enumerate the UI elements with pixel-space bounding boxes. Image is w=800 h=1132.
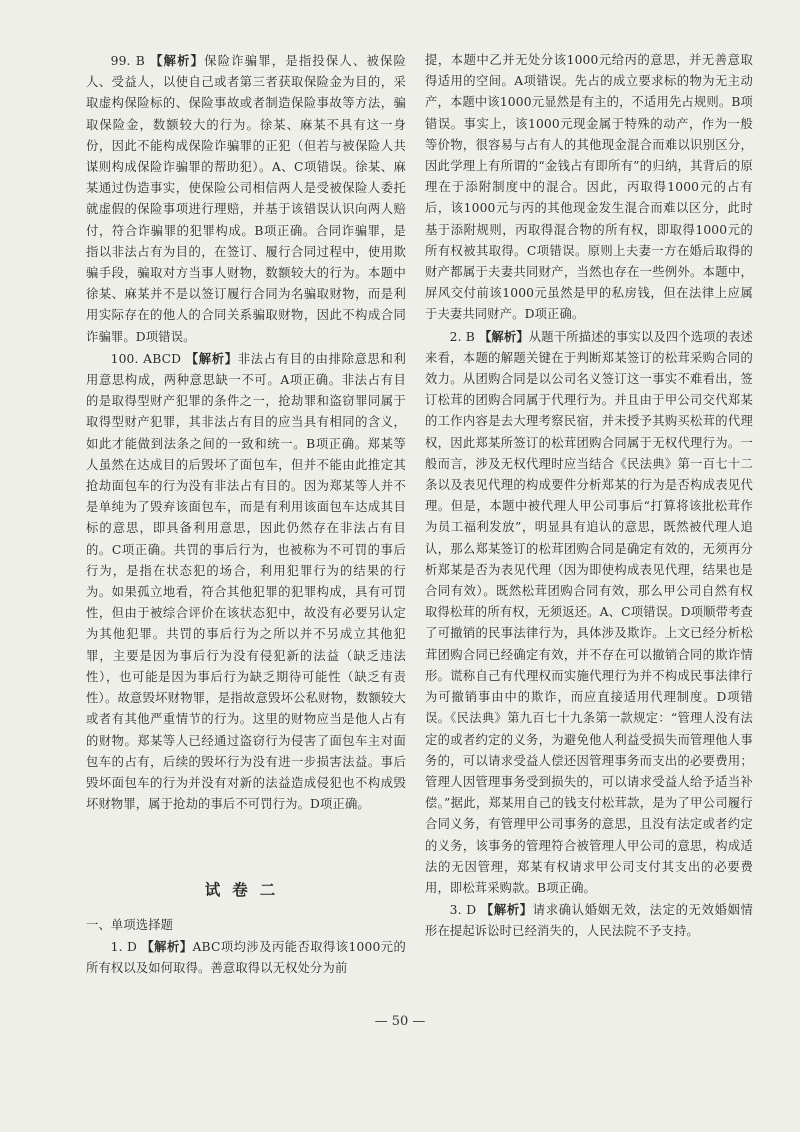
answer-1	[86, 936, 406, 979]
answer-2	[425, 326, 753, 899]
page-number: — 50 —	[374, 1014, 426, 1029]
analysis-tag: 【解析】	[141, 938, 193, 954]
answer-100-body: 非法占有目的由排除意思和利用意思构成，两种意思缺一不可。A项正确。非法占有目的是取得型财产犯罪的条件之一，抢劫罪和盗窃罪同属于取得型财产犯罪，其非法占有目的应当具有相同的含义，如此才能做到法条之间的一致和统一。B项正确。郑某等人虽然在达成目的后毁坏了面包车，但并不能由此推定其抢劫面包车的行为没有非法占有目的。因为郑某等人并不是单纯为了毁弃该面包车，而是有利用该面包车达成其目标的意思，即具备利用意思，因此仍然存在非法占有目的。C项正确。共罚的事后行为，也被称为不可罚的事后行为，是指在状态犯的场合，利用犯罪行为的结果的行为。如果孤立地看，符合其他犯罪的犯罪构成，具有可罚性，但由于被综合评价在该状态犯中，故没有必要另认定为其他犯罪。共罚的事后行为之所以并不另成立其他犯罪，主要是因为事后行为没有侵犯新的法益（缺乏违法性），也可能是因为事后行为缺乏期待可能性（缺乏有责性）。故意毁坏财物罪，是指故意毁坏公私财物，数额较大或者有其他严重情节的行为。这里的财物应当是他人占有的财物。郑某等人已经通过盗窃行为侵害了面包车主对面包车的占有，后续的毁坏行为没有进一步损害法益。事后毁坏面包车的行为并没有对新的法益造成侵犯也不构成毁坏财物罪，属于抢劫的事后不可罚行为。D项正确。	[86, 351, 406, 812]
answer-100-head: 100. ABCD	[110, 351, 186, 366]
answer-1-continued: 提，本题中乙并无处分该1000元给丙的意思，并无善意取得适用的空间。A项错误。先占的成立要求标的物为无主动产，本题中该1000元显然是有主的，不适用先占规则。B项错误。事实上，该1000元现金属于特殊的动产，作为一般等价物，很容易与占有人的其他现金混合而难以识别区分，因此学理上有所谓的“金钱占有即所有”的归纳，其背后的原理在于添附制度中的混合。因此，丙取得1000元的占有后，该1000元与丙的其他现金发生混合而难以区分，此时基于添附规则，丙取得混合物的所有权，即取得1000元的所有权被其取得。C项错误。原则上夫妻一方在婚后取得的财产都属于夫妻共同财产，当然也存在一些例外。本题中，屏风交付前该1000元虽然是甲的私房钱，但在法律上应属于夫妻共同财产。D项正确。	[425, 53, 753, 322]
answer-99-body: 保险诈骗罪，是指投保人、被保险人、受益人，以使自己或者第三者获取保险金为目的，采取虚构保险标的、保险事故或者制造保险事故等方法，骗取保险金，数额较大的行为。徐某、麻某不具有这一身份，因此不能构成保险诈骗罪的正犯（但若与被保险人共谋则构成保险诈骗罪的帮助犯）。A、C项错误。徐某、麻某通过伪造事实，使保险公司相信两人是受被保险人委托就虚假的保险事项进行理赔，并基于该错误认识向两人赔付，符合诈骗罪的犯罪构成。B项正确。合同诈骗罪，是指以非法占有为目的，在签订、履行合同过程中，使用欺骗手段，骗取对方当事人财物，数额较大的行为。本题中徐某、麻某并不是以签订履行合同为名骗取财物，而是利用实际存在的他人的合同关系骗取财物，因此不构成合同诈骗罪。D项错误。	[86, 54, 406, 344]
answer-1-head: 1. D	[110, 939, 142, 954]
answer-99-head: 99. B	[110, 54, 151, 68]
answer-1-body: ABC项均涉及丙能否取得该1000元的所有权以及如何取得。善意取得以无权处分为前	[86, 939, 406, 975]
answer-2-head: 2. B	[449, 329, 479, 344]
answer-2-body: 从题干所描述的事实以及四个选项的表述来看，本题的解题关键在于判断郑某签订的松茸采购合同的效力。从团购合同是以公司名义签订这一事实不难看出，签订松茸的团购合同属于代理行为。并且由于甲公司交代郑某的工作内容是去大理考察民宿，并未授予其购买松茸的代理权，因此郑某所签订的松茸团购合同属于无权代理行为。一般而言，涉及无权代理时应当结合《民法典》第一百七十二条以及表见代理的构成要件分析郑某的行为是否构成表见代理。但是，本题中被代理人甲公司事后“打算将该批松茸作为员工福利发放”，明显具有追认的意思，既然被代理人追认，那么郑某签订的松茸团购合同是确定有效的，无须再分析郑某是否为表见代理（因为即使构成表见代理，结果也是合同有效）。既然松茸团购合同有效，那么甲公司自然有权取得松茸的所有权，无须返还。A、C项错误。D项顺带考查了可撤销的民事法律行为，具体涉及欺诈。上文已经分析松茸团购合同已经确定有效，并不存在可以撤销合同的欺诈情形。谎称自己有代理权而实施代理行为并不构成民事法律行为可撤销事由中的欺诈，而应直接适用代理制度。D项错误。《民法典》第九百七十九条第一款规定：“管理人没有法定的或者约定的义务，为避免他人利益受损失而管理他人事务的，可以请求受益人偿还因管理事务而支出的必要费用；管理人因管理事务受到损失的，可以请求受益人给予适当补偿。”据此，郑某用自己的钱支付松茸款，是为了甲公司履行合同义务，有管理甲公司事务的意思，且没有法定或者约定的义务，该事务的管理符合被管理人甲公司的意思，构成适法的无因管理，郑某有权请求甲公司支付其支出的必要费用，即松茸采购款。B项正确。	[425, 329, 753, 895]
left-column	[86, 50, 406, 979]
analysis-tag: 【解析】	[185, 350, 238, 366]
section-heading: 一、单项选择题	[86, 917, 174, 932]
right-column	[425, 50, 753, 943]
answer-3	[425, 899, 753, 942]
analysis-tag: 【解析】	[480, 902, 533, 918]
answer-3-body: 请求确认婚姻无效，法定的无效婚姻情形在提起诉讼时已经消失的，人民法院不予支持。	[425, 903, 753, 939]
section-title: 试卷二	[204, 880, 288, 900]
answer-3-head: 3. D	[449, 903, 481, 918]
answer-99	[86, 50, 406, 348]
analysis-tag: 【解析】	[150, 53, 205, 68]
analysis-tag: 【解析】	[478, 328, 529, 344]
answer-100	[86, 348, 406, 815]
